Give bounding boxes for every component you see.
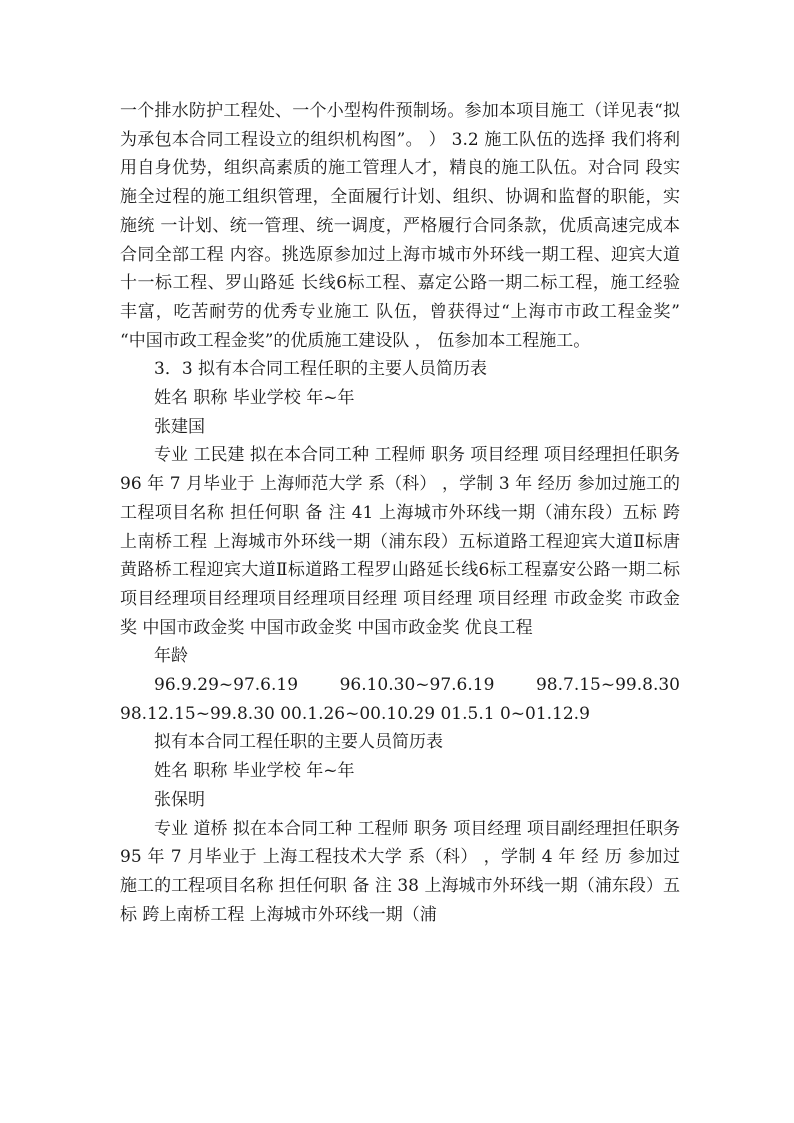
person-name-1: 张建国 bbox=[154, 416, 205, 437]
document-body bbox=[120, 97, 680, 929]
table-title-2: 拟有本合同工程任职的主要人员简历表 bbox=[154, 732, 443, 753]
date-ranges-1: 96.9.29~97.6.19 96.10.30~97.6.19 98.7.15~99.8.30 98.12.15~99.8.30 00.1.26~00.10.29 01.5.1 0~01.12.9 bbox=[120, 675, 680, 724]
age-label: 年龄 bbox=[154, 646, 188, 667]
person-name-2: 张保明 bbox=[154, 789, 205, 810]
person-details-1: 专业 工民建 拟在本合同工种 工程师 职务 项目经理 项目经理担任职务 96 年 7 月毕业于 上海师范大学 系（科） ，学制 3 年 经历 参加过施工的工程项目名称 担任何职 备 注 41 上海城市外环线一期（浦东段）五标 跨上南桥工程 上海城市外环线一期（浦东段）五标道路工程迎宾大道Ⅱ标唐黄路桥工程迎宾大道Ⅱ标道路工程罗山路延长线6标工程嘉安公路一期二标项目经理项目经理项目经理项目经理 项目经理 项目经理 市政金奖 市政金奖 中国市政金奖 中国市政金奖 中国市政金奖 优良工程 bbox=[120, 445, 680, 638]
table-header-2: 姓名 职称 毕业学校 年~年 bbox=[154, 761, 355, 782]
table-header-1: 姓名 职称 毕业学校 年~年 bbox=[154, 388, 355, 409]
paragraph-organization: 一个排水防护工程处、一个小型构件预制场。参加本项目施工（详见表“拟 为承包本合同工程设立的组织机构图”。 ） 3.2 施工队伍的选择 我们将利用自身优势，组织高素质的施工管理人才，精良的施工队伍。对合同 段实施全过程的施工组织管理，全面履行计划、组织、协调和监督的职能，实施统 一计划、统一管理、统一调度，严格履行合同条款，优质高速完成本合同全部工程 内容。挑选原参加过上海市城市外环线一期工程、迎宾大道十一标工程、罗山路延 长线6标工程、嘉定公路一期二标工程，施工经验丰富，吃苦耐劳的优秀专业施工 队伍，曾获得过“上海市市政工程金奖” “中国市政工程金奖”的优质施工建设队 ， 伍参加本工程施工。 bbox=[120, 101, 680, 351]
person-details-2: 专业 道桥 拟在本合同工种 工程师 职务 项目经理 项目副经理担任职务 95 年 7 月毕业于 上海工程技术大学 系（科） ，学制 4 年 经 历 参加过施工的工程项目名称 担任何职 备 注 38 上海城市外环线一期（浦东段）五标 跨上南桥工程 上海城市外环线一期（浦 bbox=[120, 818, 680, 925]
section-heading-3-3: 3．3 拟有本合同工程任职的主要人员简历表 bbox=[154, 359, 488, 380]
